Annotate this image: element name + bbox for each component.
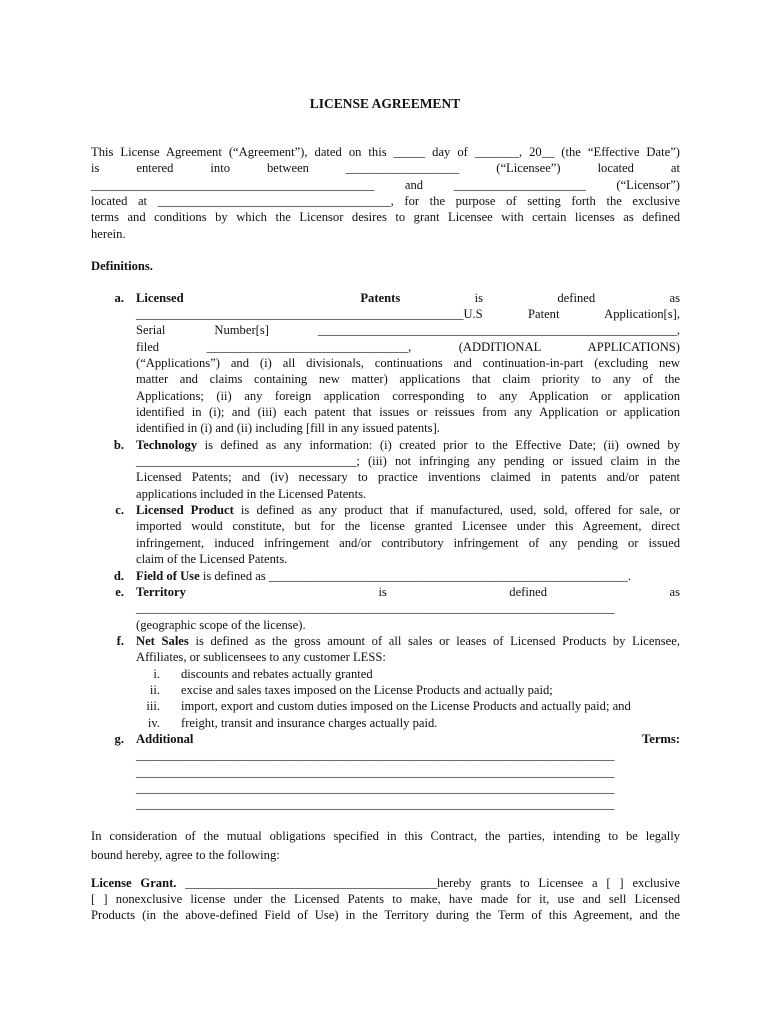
sub-item-text: freight, transit and insurance charges actually paid. [181, 716, 438, 730]
item-a-first-line [136, 290, 680, 307]
grant-line: Products (in the above-defined Field of Use) in the Territory during the Term of this Agreement, and the [91, 908, 680, 922]
item-marker-a: a. [114, 291, 124, 305]
item-e-line: ____________________________________________________________________________ [136, 601, 615, 615]
blank-line[interactable]: ____________________________________________________________________________ [136, 765, 615, 779]
item-c-line: imported would constitute, but for the license granted Licensee under this Agreement, direct [136, 519, 680, 533]
item-c-term: Licensed Product [136, 503, 234, 517]
blank-line[interactable]: ____________________________________________________________________________ [136, 797, 615, 811]
item-c-text: is defined as any product that if manufactured, used, sold, offered for sale, or [233, 503, 680, 517]
item-a-line: filed ________________________________, (ADDITIONAL APPLICATIONS) [136, 340, 680, 354]
item-g-first-line [136, 731, 680, 748]
sub-item-number: iii. [146, 699, 160, 713]
document-title: LICENSE AGREEMENT [309, 96, 461, 111]
sub-item-number: iv. [147, 716, 160, 730]
item-a-line: identified in (i); and (iii) each patent that issues or reissues from any Application or application [136, 405, 680, 419]
item-a-term: Licensed [136, 291, 184, 305]
item-b-text: is defined as any information: (i) created prior to the Effective Date; (ii) owned by [197, 438, 680, 452]
item-a-word: is [474, 291, 483, 305]
sub-item-text: excise and sales taxes imposed on the License Products and actually paid; [181, 683, 553, 697]
blank-line[interactable]: ____________________________________________________________________________ [136, 781, 615, 795]
sub-item-text: import, export and custom duties imposed on the License Products and actually paid; and [181, 699, 631, 713]
item-c-first-line [136, 502, 680, 519]
item-b-line: Licensed Patents; and (iv) necessary to practice inventions claimed in patents and/or patent [136, 470, 680, 484]
consideration-line: bound hereby, agree to the following: [91, 848, 280, 862]
item-b-line: ___________________________________; (iii) not infringing any pending or issued claim in the [136, 454, 680, 468]
intro-line: terms and conditions by which the Licensor desires to grant Licensee with certain licenses as defined [91, 210, 680, 224]
item-a-term: Patents [360, 291, 401, 305]
item-b-first-line [136, 437, 680, 454]
item-marker-c: c. [115, 503, 124, 517]
item-a-word: defined [557, 291, 596, 305]
item-b-line: applications included in the Licensed Patents. [136, 487, 367, 501]
item-f-term: Net Sales [136, 634, 189, 648]
blank-line[interactable]: ____________________________________________________________________________ [136, 748, 615, 762]
intro-line: _____________________________________________ and _____________________ (“Licensor”) [91, 178, 680, 192]
item-a-word: as [669, 291, 680, 305]
item-a-line: matter and claims containing new matter) applications that claim priority to any of the [136, 372, 680, 386]
item-f-text: is defined as the gross amount of all sales or leases of Licensed Products by Licensee, [188, 634, 680, 648]
item-d-text: is defined as _________________________________________________________. [199, 569, 631, 583]
item-e-line: (geographic scope of the license). [136, 618, 306, 632]
item-a-line: ____________________________________________________U.S Patent Application[s], [136, 307, 680, 321]
intro-line: located at _____________________________________, for the purpose of setting forth the exclusive [91, 194, 680, 208]
item-e-word: is [378, 585, 387, 599]
item-f-line: Affiliates, or sublicensees to any customer LESS: [136, 650, 386, 664]
item-marker-b: b. [113, 438, 124, 452]
intro-line: herein. [91, 227, 126, 241]
item-f-first-line [136, 633, 680, 650]
grant-text: ________________________________________hereby grants to Licensee a [ ] exclusive [176, 876, 680, 890]
item-a-line: (“Applications”) and (i) all divisionals, continuations and continuation-in-part (excluding new [136, 356, 680, 370]
consideration-line: In consideration of the mutual obligations specified in this Contract, the parties, intending to be legally [91, 829, 680, 843]
item-c-line: infringement, induced infringement and/or contributory infringement of any pending or issued [136, 536, 680, 550]
definitions-heading: Definitions. [91, 259, 153, 273]
item-g-term: Terms: [641, 732, 680, 746]
intro-line: is entered into between __________________ (“Licensee”) located at [91, 161, 680, 175]
item-e-word: defined [509, 585, 548, 599]
sub-item-text: discounts and rebates actually granted [181, 667, 373, 681]
item-d-line [136, 568, 680, 585]
item-a-line: identified in (i) and (ii) including [fill in any issued patents]. [136, 421, 440, 435]
grant-line: [ ] nonexclusive license under the Licensed Patents to make, have made for it, use and sell Licensed [91, 892, 680, 906]
item-a-line: Applications; (ii) any foreign application corresponding to any Application or application [136, 389, 680, 403]
item-g-term: Additional [136, 732, 194, 746]
item-c-line: claim of the Licensed Patents. [136, 552, 288, 566]
item-marker-g: g. [114, 732, 124, 746]
item-e-word: as [669, 585, 680, 599]
item-b-term: Technology [136, 438, 198, 452]
sub-item-number: i. [153, 667, 160, 681]
sub-item-number: ii. [149, 683, 160, 697]
item-marker-f: f. [116, 634, 124, 648]
item-marker-e: e. [115, 585, 124, 599]
grant-first-line [91, 875, 680, 892]
item-d-term: Field of Use [136, 569, 200, 583]
grant-term: License Grant. [91, 876, 177, 890]
item-e-term: Territory [136, 585, 186, 599]
item-a-line: Serial Number[s] _________________________________________________________, [136, 323, 680, 337]
intro-line: This License Agreement (“Agreement”), dated on this _____ day of _______, 20__ (the “Effective Date”) [91, 145, 680, 159]
item-e-first-line [136, 584, 680, 601]
item-marker-d: d. [113, 569, 124, 583]
